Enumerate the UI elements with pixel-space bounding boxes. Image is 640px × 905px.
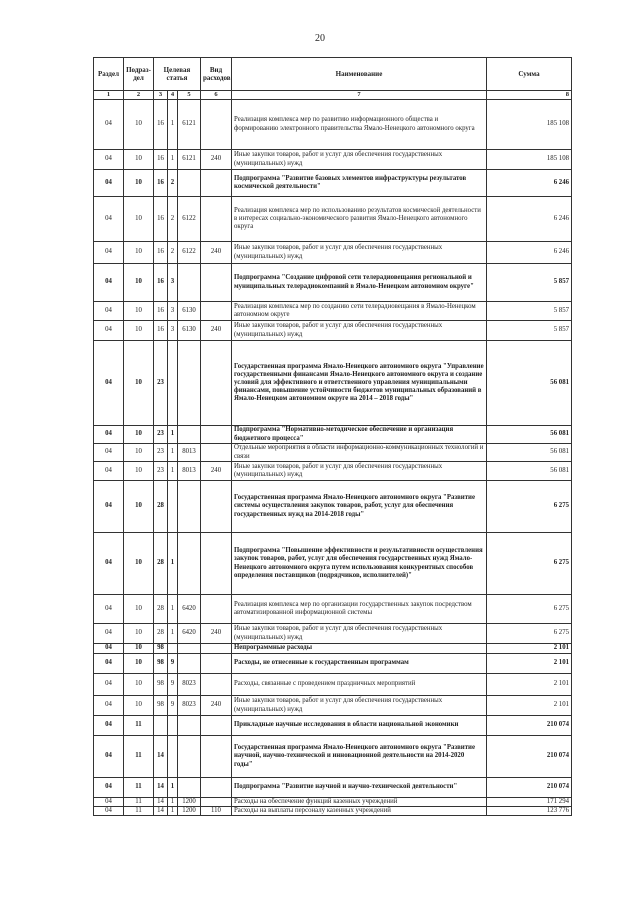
- direction-code-cell: [178, 644, 201, 654]
- program-code-cell: 16: [154, 264, 168, 302]
- expense-type-cell: [201, 100, 232, 150]
- subprogram-code-cell: 1: [168, 426, 178, 444]
- sum-cell: 2 101: [487, 654, 572, 674]
- sum-cell: 2 101: [487, 644, 572, 654]
- name-cell: Расходы на обеспечение функций казенных учреждений: [232, 798, 487, 807]
- header-row: [94, 58, 572, 91]
- expense-type-cell: [201, 798, 232, 807]
- razdel-cell: 04: [94, 321, 124, 341]
- podrazdel-cell: 10: [124, 341, 154, 426]
- program-code-cell: 28: [154, 533, 168, 595]
- program-code-cell: 16: [154, 100, 168, 150]
- direction-code-cell: 6122: [178, 197, 201, 242]
- table-row: [94, 654, 572, 674]
- razdel-cell: 04: [94, 242, 124, 264]
- direction-code-cell: [178, 716, 201, 736]
- program-code-cell: 23: [154, 444, 168, 462]
- podrazdel-cell: 10: [124, 595, 154, 624]
- direction-code-cell: 6121: [178, 100, 201, 150]
- podrazdel-cell: 10: [124, 197, 154, 242]
- program-code-cell: 23: [154, 426, 168, 444]
- expense-type-cell: 240: [201, 462, 232, 481]
- name-cell: Реализация комплекса мер по развитию информационного общества и формированию электронного правительства Ямало-Ненецкого автономного округа: [232, 100, 487, 150]
- podrazdel-cell: 11: [124, 807, 154, 816]
- index-cell: 4: [168, 91, 178, 100]
- name-cell: Иные закупки товаров, работ и услуг для обеспечения государственных (муниципальных) нужд: [232, 624, 487, 644]
- sum-cell: 6 246: [487, 170, 572, 197]
- subprogram-code-cell: 1: [168, 798, 178, 807]
- expense-type-cell: [201, 444, 232, 462]
- subprogram-code-cell: [168, 736, 178, 778]
- index-cell: 1: [94, 91, 124, 100]
- sum-cell: 56 081: [487, 426, 572, 444]
- subprogram-code-cell: 3: [168, 321, 178, 341]
- program-code-cell: 14: [154, 736, 168, 778]
- razdel-cell: 04: [94, 100, 124, 150]
- subprogram-code-cell: 9: [168, 674, 178, 696]
- podrazdel-cell: 10: [124, 150, 154, 170]
- sum-cell: 210 074: [487, 736, 572, 778]
- sum-cell: 185 108: [487, 150, 572, 170]
- program-code-cell: 14: [154, 778, 168, 798]
- expense-type-cell: 240: [201, 696, 232, 716]
- program-code-cell: 98: [154, 674, 168, 696]
- subprogram-code-cell: 2: [168, 197, 178, 242]
- table-row: [94, 696, 572, 716]
- name-cell: Подпрограмма "Повышение эффективности и результативности осуществления закупок товаров, работ, услуг для обеспечения государственных нужд Ямало-Ненецкого автономного округа путем использования конкурентных способов определения поставщиков (подрядчиков, исполнителей)": [232, 533, 487, 595]
- name-cell: Иные закупки товаров, работ и услуг для обеспечения государственных (муниципальных) нужд: [232, 696, 487, 716]
- sum-cell: 171 294: [487, 798, 572, 807]
- header-vid-raskhodov: Вид расходов: [201, 58, 232, 91]
- program-code-cell: 98: [154, 644, 168, 654]
- razdel-cell: 04: [94, 426, 124, 444]
- program-code-cell: 23: [154, 341, 168, 426]
- index-cell: 2: [124, 91, 154, 100]
- table-row: [94, 100, 572, 150]
- razdel-cell: 04: [94, 674, 124, 696]
- podrazdel-cell: 10: [124, 100, 154, 150]
- direction-code-cell: 8023: [178, 696, 201, 716]
- direction-code-cell: 6130: [178, 302, 201, 321]
- direction-code-cell: 6420: [178, 624, 201, 644]
- subprogram-code-cell: 1: [168, 100, 178, 150]
- program-code-cell: 16: [154, 150, 168, 170]
- name-cell: Подпрограмма "Нормативно-методическое обеспечение и организация бюджетного процесса": [232, 426, 487, 444]
- razdel-cell: 04: [94, 595, 124, 624]
- subprogram-code-cell: 9: [168, 654, 178, 674]
- sum-cell: 6 275: [487, 595, 572, 624]
- sum-cell: 2 101: [487, 674, 572, 696]
- name-cell: Иные закупки товаров, работ и услуг для обеспечения государственных (муниципальных) нужд: [232, 321, 487, 341]
- podrazdel-cell: 11: [124, 716, 154, 736]
- table-row: [94, 462, 572, 481]
- podrazdel-cell: 10: [124, 654, 154, 674]
- direction-code-cell: 8013: [178, 444, 201, 462]
- sum-cell: 210 074: [487, 778, 572, 798]
- index-cell: 3: [154, 91, 168, 100]
- expense-type-cell: [201, 533, 232, 595]
- sum-cell: 56 081: [487, 341, 572, 426]
- expense-type-cell: [201, 341, 232, 426]
- header-naimenovanie: Наименование: [232, 58, 487, 91]
- podrazdel-cell: 10: [124, 533, 154, 595]
- razdel-cell: 04: [94, 150, 124, 170]
- header-summa: Сумма: [487, 58, 572, 91]
- budget-table: [93, 57, 572, 816]
- name-cell: Государственная программа Ямало-Ненецкого автономного округа "Развитие системы осуществления закупок товаров, работ, услуг для обеспечения государственных нужд на 2014-2018 годы": [232, 481, 487, 533]
- name-cell: Отдельные мероприятия в области информационно-коммуникационных технологий и связи: [232, 444, 487, 462]
- razdel-cell: 04: [94, 444, 124, 462]
- program-code-cell: 28: [154, 595, 168, 624]
- subprogram-code-cell: 9: [168, 696, 178, 716]
- direction-code-cell: [178, 264, 201, 302]
- expense-type-cell: 240: [201, 242, 232, 264]
- subprogram-code-cell: 1: [168, 150, 178, 170]
- direction-code-cell: [178, 426, 201, 444]
- header-celevaya-statya: Целевая статья: [154, 58, 201, 91]
- sum-cell: 6 275: [487, 533, 572, 595]
- subprogram-code-cell: 3: [168, 302, 178, 321]
- razdel-cell: 04: [94, 197, 124, 242]
- name-cell: Расходы, не отнесенные к государственным программам: [232, 654, 487, 674]
- sum-cell: 185 108: [487, 100, 572, 150]
- table-body: [94, 100, 572, 816]
- program-code-cell: 23: [154, 462, 168, 481]
- sum-cell: 2 101: [487, 696, 572, 716]
- program-code-cell: 98: [154, 696, 168, 716]
- table-row: [94, 674, 572, 696]
- expense-type-cell: [201, 778, 232, 798]
- podrazdel-cell: 10: [124, 644, 154, 654]
- razdel-cell: 04: [94, 716, 124, 736]
- table-row: [94, 624, 572, 644]
- direction-code-cell: 8023: [178, 674, 201, 696]
- name-cell: Государственная программа Ямало-Ненецкого автономного округа "Развитие научной, научно-технической и инновационной деятельности на 2014-2020 годы": [232, 736, 487, 778]
- name-cell: Непрограммные расходы: [232, 644, 487, 654]
- subprogram-code-cell: [168, 341, 178, 426]
- subprogram-code-cell: 1: [168, 444, 178, 462]
- table-row: [94, 481, 572, 533]
- name-cell: Прикладные научные исследования в области национальной экономики: [232, 716, 487, 736]
- direction-code-cell: 6420: [178, 595, 201, 624]
- razdel-cell: 04: [94, 264, 124, 302]
- program-code-cell: 16: [154, 170, 168, 197]
- razdel-cell: 04: [94, 736, 124, 778]
- direction-code-cell: 6121: [178, 150, 201, 170]
- subprogram-code-cell: 1: [168, 595, 178, 624]
- program-code-cell: 16: [154, 242, 168, 264]
- expense-type-cell: [201, 716, 232, 736]
- razdel-cell: 04: [94, 798, 124, 807]
- podrazdel-cell: 11: [124, 778, 154, 798]
- direction-code-cell: [178, 778, 201, 798]
- subprogram-code-cell: 1: [168, 533, 178, 595]
- razdel-cell: 04: [94, 170, 124, 197]
- table-row: [94, 150, 572, 170]
- razdel-cell: 04: [94, 624, 124, 644]
- direction-code-cell: 6130: [178, 321, 201, 341]
- podrazdel-cell: 11: [124, 736, 154, 778]
- sum-cell: 6 246: [487, 242, 572, 264]
- sum-cell: 210 074: [487, 716, 572, 736]
- subprogram-code-cell: [168, 644, 178, 654]
- subprogram-code-cell: [168, 481, 178, 533]
- sum-cell: 56 081: [487, 444, 572, 462]
- podrazdel-cell: 11: [124, 798, 154, 807]
- table-row: [94, 264, 572, 302]
- direction-code-cell: 1200: [178, 807, 201, 816]
- expense-type-cell: 240: [201, 624, 232, 644]
- razdel-cell: 04: [94, 302, 124, 321]
- table-row: [94, 533, 572, 595]
- program-code-cell: 14: [154, 807, 168, 816]
- expense-type-cell: [201, 426, 232, 444]
- direction-code-cell: [178, 654, 201, 674]
- expense-type-cell: [201, 674, 232, 696]
- sum-cell: 5 857: [487, 302, 572, 321]
- direction-code-cell: 6122: [178, 242, 201, 264]
- name-cell: Реализация комплекса мер по созданию сети телерадиовещания в Ямало-Ненецком автономном округе: [232, 302, 487, 321]
- table-row: [94, 778, 572, 798]
- sum-cell: 56 081: [487, 462, 572, 481]
- subprogram-code-cell: 2: [168, 242, 178, 264]
- direction-code-cell: 1200: [178, 798, 201, 807]
- podrazdel-cell: 10: [124, 302, 154, 321]
- name-cell: Иные закупки товаров, работ и услуг для обеспечения государственных (муниципальных) нужд: [232, 242, 487, 264]
- name-cell: Иные закупки товаров, работ и услуг для обеспечения государственных (муниципальных) нужд: [232, 462, 487, 481]
- expense-type-cell: [201, 197, 232, 242]
- header-podrazdel: Подраз-дел: [124, 58, 154, 91]
- expense-type-cell: [201, 264, 232, 302]
- podrazdel-cell: 10: [124, 170, 154, 197]
- direction-code-cell: [178, 533, 201, 595]
- index-cell: 7: [232, 91, 487, 100]
- header-razdel: Раздел: [94, 58, 124, 91]
- index-cell: 6: [201, 91, 232, 100]
- sum-cell: 5 857: [487, 321, 572, 341]
- table-row: [94, 170, 572, 197]
- program-code-cell: 98: [154, 654, 168, 674]
- expense-type-cell: 110: [201, 807, 232, 816]
- name-cell: Реализация комплекса мер по использованию результатов космической деятельности в интересах социально-экономического развития Ямало-Ненецкого автономного округа: [232, 197, 487, 242]
- expense-type-cell: [201, 481, 232, 533]
- razdel-cell: 04: [94, 654, 124, 674]
- table-row: [94, 798, 572, 807]
- program-code-cell: 14: [154, 798, 168, 807]
- program-code-cell: [154, 716, 168, 736]
- expense-type-cell: 240: [201, 150, 232, 170]
- table-row: [94, 644, 572, 654]
- podrazdel-cell: 10: [124, 481, 154, 533]
- subprogram-code-cell: 1: [168, 807, 178, 816]
- direction-code-cell: [178, 481, 201, 533]
- table-row: [94, 716, 572, 736]
- table-row: [94, 426, 572, 444]
- name-cell: Подпрограмма "Развитие базовых элементов инфраструктуры результатов космической деятельности": [232, 170, 487, 197]
- subprogram-code-cell: 1: [168, 624, 178, 644]
- table-row: [94, 302, 572, 321]
- table-row: [94, 242, 572, 264]
- table-row: [94, 321, 572, 341]
- razdel-cell: 04: [94, 481, 124, 533]
- expense-type-cell: 240: [201, 321, 232, 341]
- razdel-cell: 04: [94, 644, 124, 654]
- podrazdel-cell: 10: [124, 674, 154, 696]
- table-row: [94, 341, 572, 426]
- subprogram-code-cell: 1: [168, 462, 178, 481]
- expense-type-cell: [201, 302, 232, 321]
- name-cell: Подпрограмма "Развитие научной и научно-технической деятельности": [232, 778, 487, 798]
- column-index-row: [94, 91, 572, 100]
- podrazdel-cell: 10: [124, 624, 154, 644]
- razdel-cell: 04: [94, 341, 124, 426]
- table-row: [94, 444, 572, 462]
- podrazdel-cell: 10: [124, 426, 154, 444]
- expense-type-cell: [201, 595, 232, 624]
- name-cell: Иные закупки товаров, работ и услуг для обеспечения государственных (муниципальных) нужд: [232, 150, 487, 170]
- program-code-cell: 16: [154, 302, 168, 321]
- name-cell: Расходы, связанные с проведением праздничных мероприятий: [232, 674, 487, 696]
- razdel-cell: 04: [94, 778, 124, 798]
- index-cell: 5: [178, 91, 201, 100]
- expense-type-cell: [201, 170, 232, 197]
- podrazdel-cell: 10: [124, 462, 154, 481]
- podrazdel-cell: 10: [124, 321, 154, 341]
- direction-code-cell: [178, 736, 201, 778]
- podrazdel-cell: 10: [124, 696, 154, 716]
- razdel-cell: 04: [94, 807, 124, 816]
- name-cell: Реализация комплекса мер по организации государственных закупок посредством автоматизированной информационной системы: [232, 595, 487, 624]
- program-code-cell: 28: [154, 481, 168, 533]
- razdel-cell: 04: [94, 462, 124, 481]
- subprogram-code-cell: [168, 716, 178, 736]
- name-cell: Государственная программа Ямало-Ненецкого автономного округа "Управление государственными финансами Ямало-Ненецкого автономного округа и создание условий для эффективного и ответственного управления муниципальными финансами, повышение устойчивости бюджетов муниципальных образований в Ямало-Ненецком автономном округе на 2014 – 2018 годы": [232, 341, 487, 426]
- subprogram-code-cell: 2: [168, 170, 178, 197]
- sum-cell: 123 776: [487, 807, 572, 816]
- razdel-cell: 04: [94, 696, 124, 716]
- program-code-cell: 16: [154, 321, 168, 341]
- podrazdel-cell: 10: [124, 444, 154, 462]
- subprogram-code-cell: 3: [168, 264, 178, 302]
- table-row: [94, 807, 572, 816]
- direction-code-cell: 8013: [178, 462, 201, 481]
- sum-cell: 5 857: [487, 264, 572, 302]
- name-cell: Подпрограмма "Создание цифровой сети телерадиовещания региональной и муниципальных телерадиокомпаний в Ямало-Ненецком автономном округе": [232, 264, 487, 302]
- sum-cell: 6 275: [487, 624, 572, 644]
- sum-cell: 6 246: [487, 197, 572, 242]
- podrazdel-cell: 10: [124, 264, 154, 302]
- program-code-cell: 16: [154, 197, 168, 242]
- expense-type-cell: [201, 736, 232, 778]
- direction-code-cell: [178, 341, 201, 426]
- index-cell: 8: [487, 91, 572, 100]
- razdel-cell: 04: [94, 533, 124, 595]
- podrazdel-cell: 10: [124, 242, 154, 264]
- subprogram-code-cell: 1: [168, 778, 178, 798]
- expense-type-cell: [201, 654, 232, 674]
- page-number: 20: [315, 33, 325, 44]
- sum-cell: 6 275: [487, 481, 572, 533]
- name-cell: Расходы на выплаты персоналу казенных учреждений: [232, 807, 487, 816]
- direction-code-cell: [178, 170, 201, 197]
- table-row: [94, 736, 572, 778]
- table-row: [94, 197, 572, 242]
- program-code-cell: 28: [154, 624, 168, 644]
- expense-type-cell: [201, 644, 232, 654]
- table-row: [94, 595, 572, 624]
